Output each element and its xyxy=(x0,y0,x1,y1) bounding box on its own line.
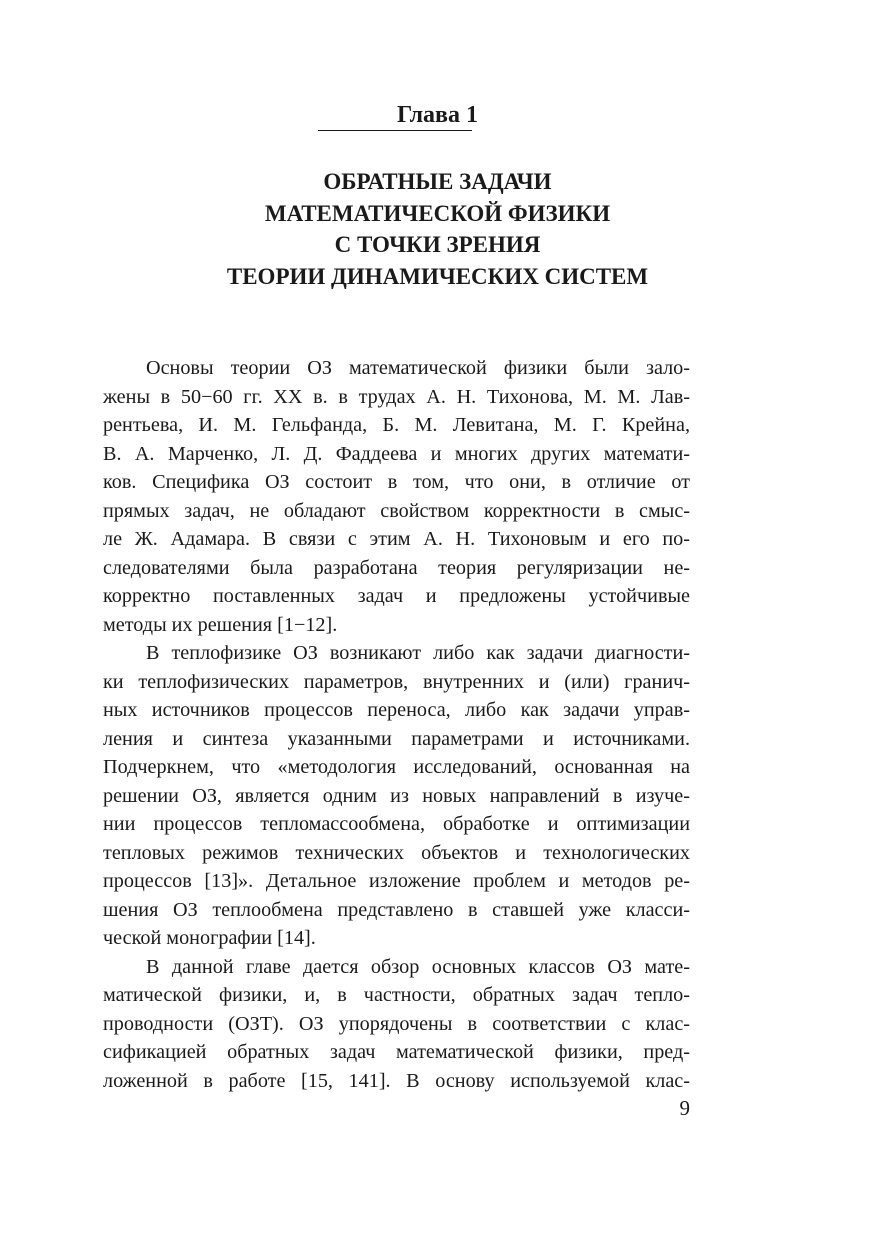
text-line: шения ОЗ теплообмена представлено в ставшей уже класси- xyxy=(103,898,690,921)
text-line: проводности (ОЗТ). ОЗ упорядочены в соответствии с клас- xyxy=(103,1012,690,1035)
text-line: ле Ж. Адамара. В связи с этим А. Н. Тихоновым и его по- xyxy=(103,528,690,550)
text-line: Основы теории ОЗ математической физики были зало- xyxy=(146,357,690,379)
text-line: корректно поставленных задач и предложены устойчивые xyxy=(103,585,690,607)
text-line: методы их решения [1−12]. xyxy=(103,613,338,636)
text-line: рентьева, И. М. Гельфанда, Б. М. Левитана, М. Г. Крейна, xyxy=(103,414,690,436)
text-line: ческой монографии [14]. xyxy=(103,927,316,949)
text-line: ления и синтеза указанными параметрами и источниками. xyxy=(103,727,690,750)
text-line: ков. Специфика ОЗ состоит в том, что они, в отличие от xyxy=(103,471,690,493)
chapter-title-line: С ТОЧКИ ЗРЕНИЯ xyxy=(334,232,541,257)
paragraph xyxy=(103,354,690,639)
text-line: жены в 50−60 гг. ХХ в. в трудах А. Н. Тихонова, М. М. Лав- xyxy=(103,385,690,408)
text-line: В данной главе дается обзор основных классов ОЗ мате- xyxy=(146,955,690,978)
body-text xyxy=(103,354,690,1095)
paragraph xyxy=(103,953,690,1096)
text-line: сификацией обратных задач математической физики, пред- xyxy=(103,1041,690,1063)
page-number: 9 xyxy=(679,1096,690,1120)
text-line: матической физики, и, в частности, обратных задач тепло- xyxy=(103,984,690,1006)
text-line: В. А. Марченко, Л. Д. Фаддеева и многих других математи- xyxy=(103,442,690,465)
chapter-underline xyxy=(318,130,472,131)
chapter-title-line: ТЕОРИИ ДИНАМИЧЕСКИХ СИСТЕМ xyxy=(226,263,649,289)
paragraph xyxy=(103,639,690,953)
chapter-title-line: МАТЕМАТИЧЕСКОЙ ФИЗИКИ xyxy=(264,200,611,226)
text-line: В теплофизике ОЗ возникают либо как задачи диагности- xyxy=(146,642,690,664)
chapter-label: Глава 1 xyxy=(397,102,478,128)
text-line: ки теплофизических параметров, внутренних и (или) гранич- xyxy=(103,670,690,693)
chapter-title xyxy=(0,166,875,292)
text-line: следователями была разработана теория регуляризации не- xyxy=(103,556,690,579)
text-line: ных источников процессов переноса, либо как задачи управ- xyxy=(103,699,690,721)
text-line: ложенной в работе [15, 141]. В основу используемой клас- xyxy=(103,1069,690,1092)
text-line: нии процессов тепломассообмена, обработке и оптимизации xyxy=(103,813,690,835)
chapter-title-line: ОБРАТНЫЕ ЗАДАЧИ xyxy=(323,169,552,194)
text-line: решении ОЗ, является одним из новых направлений в изуче- xyxy=(103,784,690,807)
text-line: процессов [13]». Детальное изложение проблем и методов ре- xyxy=(103,870,690,892)
text-line: тепловых режимов технических объектов и технологических xyxy=(103,841,690,864)
text-line: Подчеркнем, что «методология исследований, основанная на xyxy=(103,756,690,778)
text-line: прямых задач, не обладают свойством корректности в смыс- xyxy=(103,499,690,522)
